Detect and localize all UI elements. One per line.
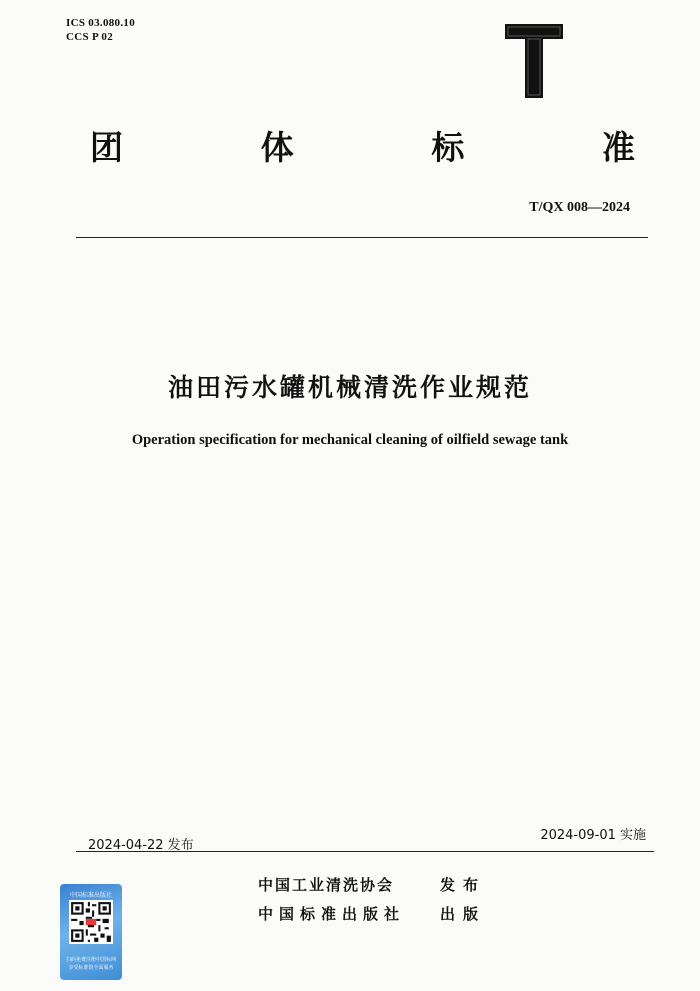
title-char: 标 xyxy=(431,128,465,167)
publisher-action: 发布 xyxy=(440,876,487,894)
qr-code-icon[interactable] xyxy=(69,900,113,944)
document-title-english: Operation specification for mechanical cleaning of oilfield sewage tank xyxy=(131,432,569,448)
implementation-date: 2024-09-01 实施 xyxy=(540,828,646,843)
standard-category-title xyxy=(90,128,635,168)
classification-codes xyxy=(66,16,135,44)
publisher-name: 中国工业清洗协会 xyxy=(258,876,395,894)
ics-code: ICS 03.080.10 xyxy=(66,17,135,29)
label-footer-line: 享受标准馆全面服务 xyxy=(68,965,114,971)
top-divider xyxy=(76,237,648,238)
bottom-divider xyxy=(76,851,654,852)
label-heading: 中国标准出版社 xyxy=(69,892,112,899)
label-footer xyxy=(60,956,122,972)
anti-counterfeit-label xyxy=(60,884,122,980)
title-char: 准 xyxy=(601,128,635,167)
issue-date: 2024-04-22 发布 xyxy=(88,838,194,853)
publisher-name: 中国标准出版社 xyxy=(258,905,406,923)
title-char: 团 xyxy=(90,128,123,167)
title-char: 体 xyxy=(260,128,294,167)
label-footer-line: 扫码免费注册中国标网 xyxy=(65,957,116,963)
ccs-code: CCS P 02 xyxy=(66,31,114,43)
standard-code: T/QX 008—2024 xyxy=(529,200,630,215)
standard-type-t-logo xyxy=(505,24,563,98)
document-title-chinese: 油田污水罐机械清洗作业规范 xyxy=(167,373,532,402)
publisher-action: 出版 xyxy=(440,905,487,923)
